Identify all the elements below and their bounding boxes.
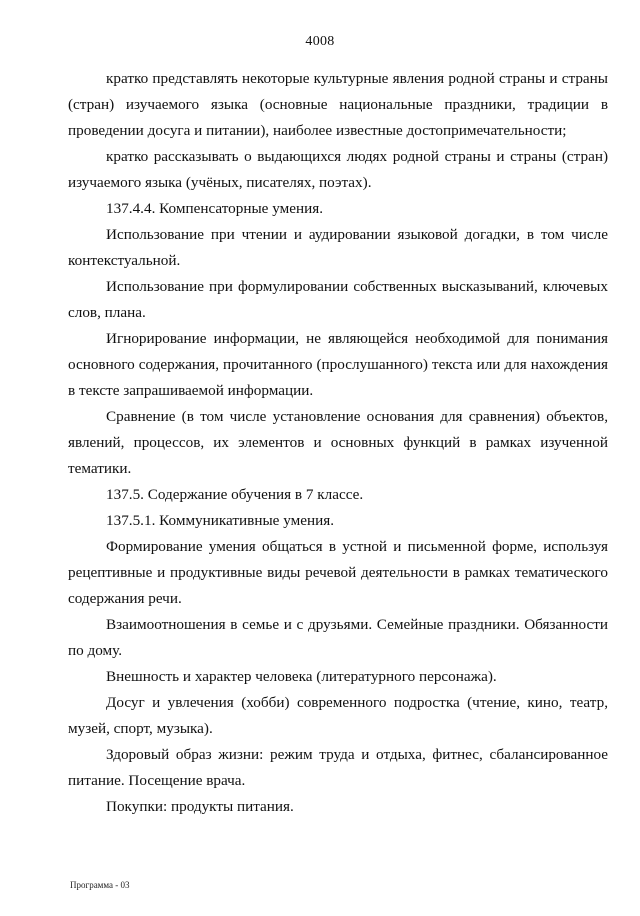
- section-heading: 137.4.4. Компенсаторные умения.: [106, 200, 323, 217]
- paragraph: Формирование умения общаться в устной и письменной форме, используя рецептивные и продуктивные виды речевой деятельности в рамках тематического содержания речи.: [68, 538, 608, 607]
- paragraph: Игнорирование информации, не являющейся необходимой для понимания основного содержания, прочитанного (прослушанного) текста или для нахождения в тексте запрашиваемой информации.: [68, 330, 608, 399]
- paragraph: Использование при чтении и аудировании языковой догадки, в том числе контекстуальной.: [68, 226, 608, 269]
- paragraph: Внешность и характер человека (литературного персонажа).: [106, 668, 497, 685]
- paragraph: Использование при формулировании собственных высказываний, ключевых слов, плана.: [68, 278, 608, 321]
- page-footer: Программа - 03: [70, 880, 130, 890]
- paragraph: Досуг и увлечения (хобби) современного подростка (чтение, кино, театр, музей, спорт, музыка).: [68, 694, 608, 737]
- paragraph: кратко представлять некоторые культурные явления родной страны и страны (стран) изучаемого языка (основные национальные праздники, традиции в проведении досуга и питании), наиболее известные достопримечательности;: [68, 70, 608, 139]
- paragraph: Взаимоотношения в семье и с друзьями. Семейные праздники. Обязанности по дому.: [68, 616, 608, 659]
- paragraph: Покупки: продукты питания.: [106, 798, 294, 815]
- section-heading: 137.5. Содержание обучения в 7 классе.: [106, 486, 364, 503]
- section-heading: 137.5.1. Коммуникативные умения.: [106, 512, 334, 529]
- body-text: [68, 66, 608, 820]
- paragraph: Здоровый образ жизни: режим труда и отдыха, фитнес, сбалансированное питание. Посещение врача.: [68, 746, 608, 789]
- paragraph: Сравнение (в том числе установление основания для сравнения) объектов, явлений, процессов, их элементов и основных функций в рамках изученной тематики.: [68, 408, 608, 477]
- paragraph: кратко рассказывать о выдающихся людях родной страны и страны (стран) изучаемого языка (учёных, писателях, поэтах).: [68, 148, 608, 191]
- page-number: 4008: [305, 34, 335, 49]
